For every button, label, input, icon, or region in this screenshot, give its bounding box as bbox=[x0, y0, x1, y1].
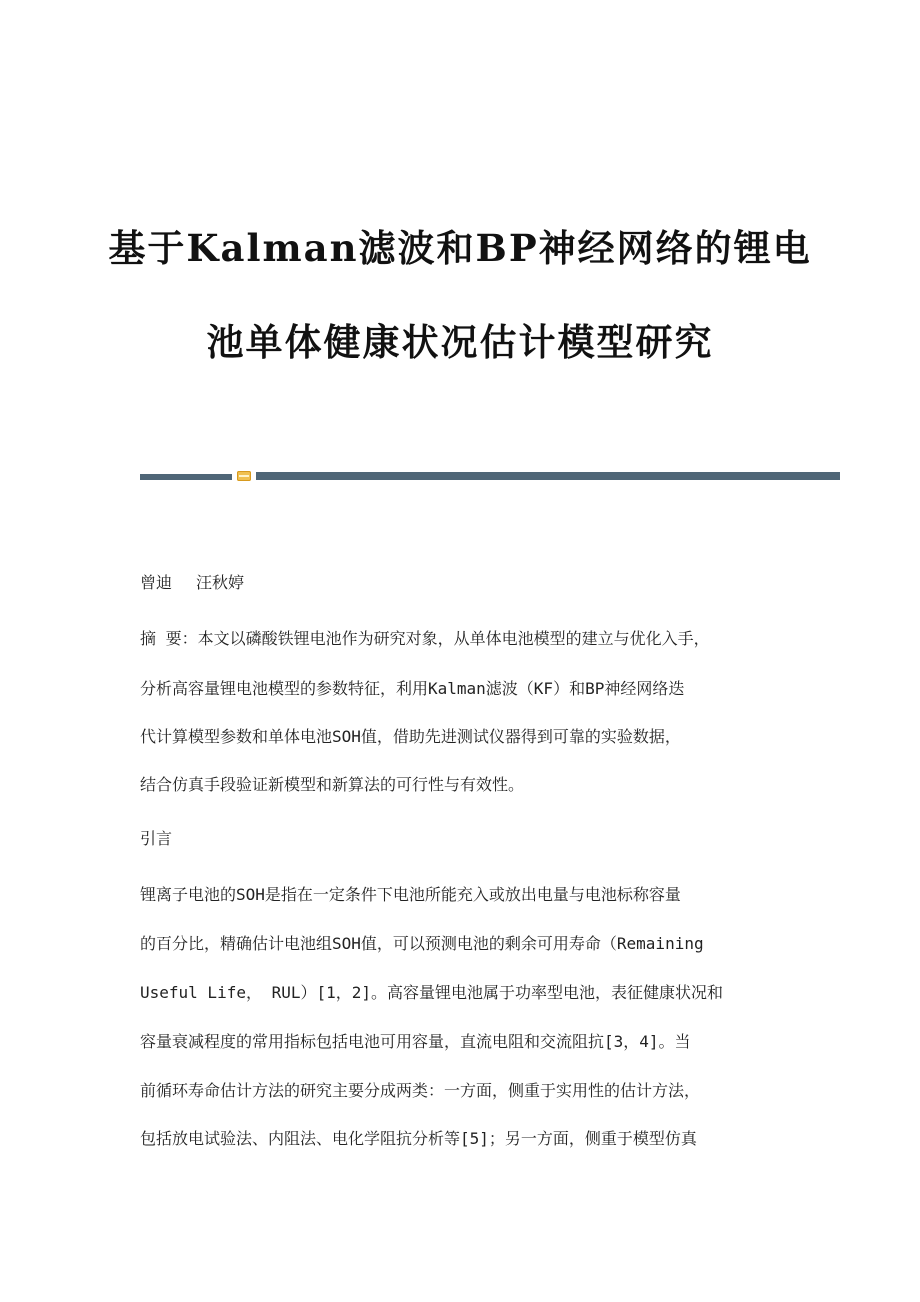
author-name: 汪秋婷 bbox=[196, 573, 245, 592]
section-heading: 引言 bbox=[140, 829, 173, 848]
decorative-divider bbox=[140, 472, 840, 480]
abstract-line: 分析高容量锂电池模型的参数特征，利用Kalman滤波（KF）和BP神经网络迭 bbox=[140, 679, 685, 698]
divider-right-segment bbox=[256, 472, 840, 480]
divider-marker-icon bbox=[237, 471, 251, 481]
body-line: 锂离子电池的SOH是指在一定条件下电池所能充入或放出电量与电池标称容量 bbox=[140, 885, 681, 904]
body-line: 前循环寿命估计方法的研究主要分成两类：一方面，侧重于实用性的估计方法， bbox=[140, 1081, 701, 1100]
abstract-line: 摘 要：本文以磷酸铁锂电池作为研究对象，从单体电池模型的建立与优化入手， bbox=[140, 629, 710, 648]
title-line-1: 基于Kalman滤波和BP神经网络的锂电 bbox=[108, 226, 812, 270]
title-line-2: 池单体健康状况估计模型研究 bbox=[206, 320, 714, 364]
body-line: Useful Life， RUL）[1，2]。高容量锂电池属于功率型电池，表征健康状况和 bbox=[140, 983, 724, 1002]
body-line: 包括放电试验法、内阻法、电化学阻抗分析等[5]；另一方面，侧重于模型仿真 bbox=[140, 1129, 697, 1148]
author-line bbox=[140, 570, 800, 593]
abstract-line: 结合仿真手段验证新模型和新算法的可行性与有效性。 bbox=[140, 775, 525, 794]
divider-left-segment bbox=[140, 474, 232, 480]
body-line: 容量衰减程度的常用指标包括电池可用容量，直流电阻和交流阻抗[3，4]。当 bbox=[140, 1032, 691, 1051]
abstract-line: 代计算模型参数和单体电池SOH值，借助先进测试仪器得到可靠的实验数据， bbox=[140, 727, 681, 746]
author-name: 曾迪 bbox=[140, 573, 173, 592]
body-line: 的百分比，精确估计电池组SOH值，可以预测电池的剩余可用寿命（Remaining bbox=[140, 934, 704, 953]
